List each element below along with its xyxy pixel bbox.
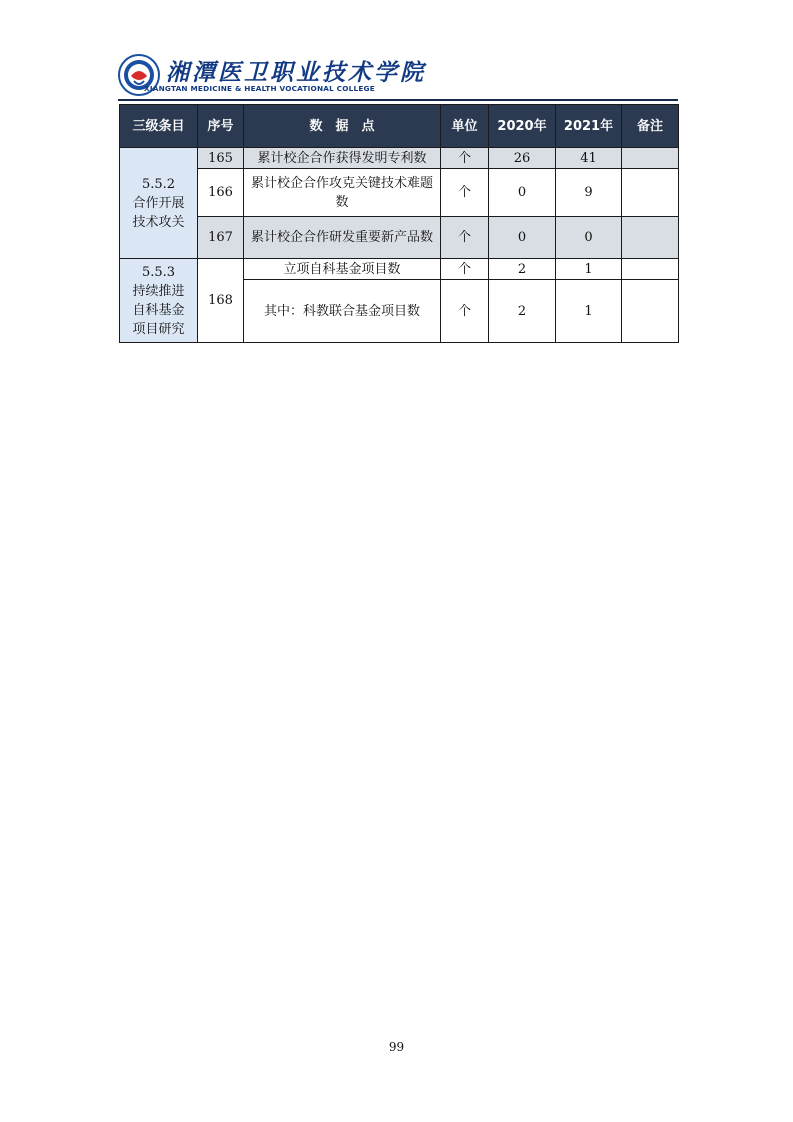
category-cell: 5.5.2 合作开展 技术攻关: [120, 148, 198, 259]
point-cell: 累计校企合作获得发明专利数: [244, 148, 441, 169]
col-header-category: 三级条目: [120, 105, 198, 148]
table-row: [120, 169, 679, 217]
col-header-unit: 单位: [441, 105, 489, 148]
value-2020-cell: 0: [489, 217, 556, 259]
col-header-point: 数 据 点: [244, 105, 441, 148]
value-2020-cell: 26: [489, 148, 556, 169]
unit-cell: 个: [441, 169, 489, 217]
unit-cell: 个: [441, 217, 489, 259]
value-2021-cell: 0: [556, 217, 622, 259]
no-cell: 168: [198, 259, 244, 343]
point-cell: 累计校企合作攻克关键技术难题数: [244, 169, 441, 217]
value-2020-cell: 2: [489, 280, 556, 343]
no-cell: 165: [198, 148, 244, 169]
table-row: [120, 217, 679, 259]
school-name-en: XIANGTAN MEDICINE & HEALTH VOCATIONAL COLLEGE: [144, 84, 375, 93]
note-cell: [622, 148, 679, 169]
no-cell: 167: [198, 217, 244, 259]
point-cell: 累计校企合作研发重要新产品数: [244, 217, 441, 259]
point-cell: 其中：科教联合基金项目数: [244, 280, 441, 343]
col-header-2021: 2021年: [556, 105, 622, 148]
note-cell: [622, 280, 679, 343]
data-table: [119, 104, 679, 343]
col-header-note: 备注: [622, 105, 679, 148]
note-cell: [622, 259, 679, 280]
note-cell: [622, 169, 679, 217]
value-2021-cell: 1: [556, 259, 622, 280]
table-row: [120, 259, 679, 280]
table-header-row: [120, 105, 679, 148]
point-cell: 立项自科基金项目数: [244, 259, 441, 280]
unit-cell: 个: [441, 259, 489, 280]
unit-cell: 个: [441, 280, 489, 343]
page-header: [118, 54, 678, 98]
col-header-no: 序号: [198, 105, 244, 148]
unit-cell: 个: [441, 148, 489, 169]
note-cell: [622, 217, 679, 259]
header-rule: [118, 99, 678, 101]
value-2021-cell: 41: [556, 148, 622, 169]
page-number: 99: [388, 1040, 405, 1054]
category-cell: 5.5.3 持续推进 自科基金 项目研究: [120, 259, 198, 343]
value-2021-cell: 1: [556, 280, 622, 343]
value-2020-cell: 2: [489, 259, 556, 280]
col-header-2020: 2020年: [489, 105, 556, 148]
value-2020-cell: 0: [489, 169, 556, 217]
school-name-cn: 湘潭医卫职业技术学院: [166, 59, 426, 86]
value-2021-cell: 9: [556, 169, 622, 217]
no-cell: 166: [198, 169, 244, 217]
table-row: [120, 148, 679, 169]
